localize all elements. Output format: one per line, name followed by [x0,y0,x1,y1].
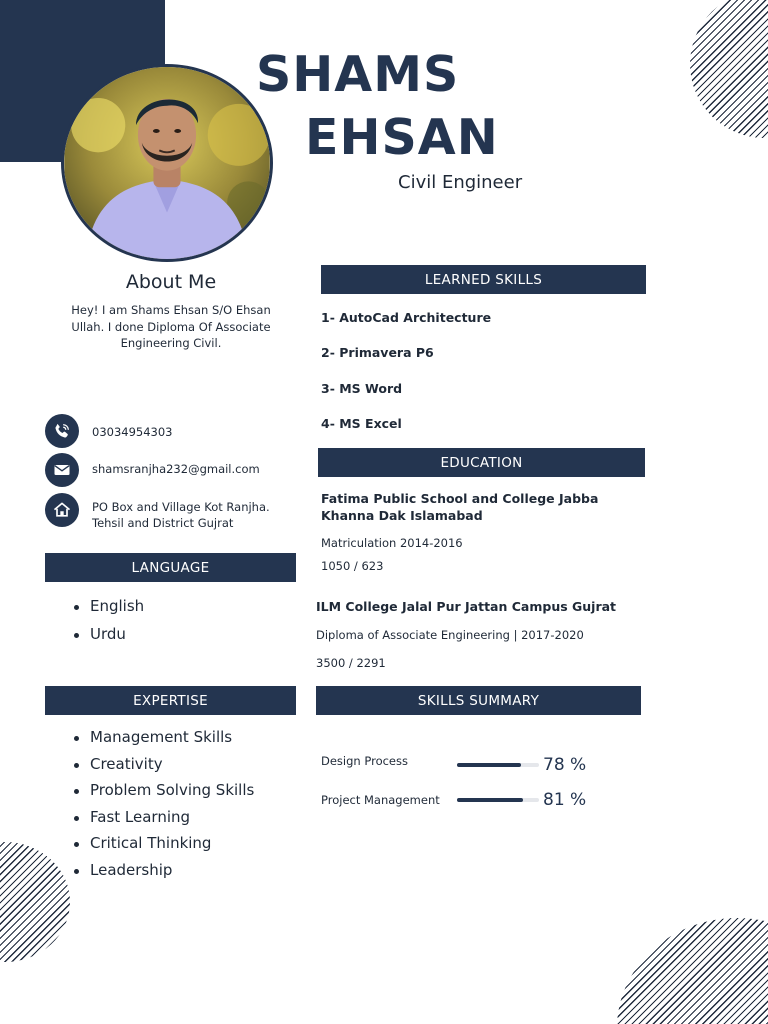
learned-skill-item: 1- AutoCad Architecture [321,310,492,325]
skill-progress-track [457,798,539,802]
address: PO Box and Village Kot Ranjha. Tehsil and District Gujrat [92,500,270,530]
expertise-item: Problem Solving Skills [72,781,254,808]
home-icon [45,493,79,527]
skills-summary-heading: SKILLS SUMMARY [316,686,641,715]
education-school: Fatima Public School and College Jabba Khanna Dak Islamabad [321,491,599,523]
learned-skills-heading: LEARNED SKILLS [321,265,646,294]
skill-progress-label: Project Management [321,793,440,807]
about-heading: About Me [125,271,217,293]
email-address[interactable]: shamsranjha232@gmail.com [92,462,260,476]
profile-photo-illustration [64,67,270,259]
education-school: ILM College Jalal Pur Jattan Campus Gujrat [316,599,617,614]
about-text: Hey! I am Shams Ehsan S/O Ehsan Ullah. I done Diploma Of Associate Engineering Civil. [71,303,271,350]
profile-photo [61,64,273,262]
learned-skill-item: 3- MS Word [321,381,403,396]
language-heading: LANGUAGE [45,553,296,582]
skill-progress-track [457,763,539,767]
expertise-item: Leadership [72,861,254,888]
education-marks: 1050 / 623 [321,559,384,573]
education-detail: Diploma of Associate Engineering | 2017-2020 [316,628,584,642]
skill-progress-label: Design Process [321,754,408,768]
hatched-circle-decoration [690,0,768,138]
first-name: SHAMS [256,46,460,103]
skill-progress-fill [457,798,523,802]
expertise-item: Fast Learning [72,808,254,835]
learned-skill-item: 2- Primavera P6 [321,345,434,360]
education-heading: EDUCATION [318,448,645,477]
hatched-circle-decoration [617,918,768,1024]
hatched-circle-decoration [0,842,70,962]
learned-skill-item: 4- MS Excel [321,416,402,431]
expertise-item: Critical Thinking [72,834,254,861]
expertise-heading: EXPERTISE [45,686,296,715]
phone-icon [45,414,79,448]
language-item: Urdu [72,625,144,643]
expertise-list [72,728,254,887]
language-item: English [72,597,144,615]
job-title: Civil Engineer [398,172,523,193]
skill-progress-percent: 78 % [543,755,587,775]
phone-number[interactable]: 03034954303 [92,425,173,439]
expertise-item: Creativity [72,755,254,782]
expertise-item: Management Skills [72,728,254,755]
skill-progress-percent: 81 % [543,790,587,810]
education-detail: Matriculation 2014-2016 [321,536,463,550]
last-name: EHSAN [305,109,499,166]
skill-progress-fill [457,763,521,767]
education-marks: 3500 / 2291 [316,656,386,670]
language-list [72,597,144,643]
mail-icon [45,453,79,487]
